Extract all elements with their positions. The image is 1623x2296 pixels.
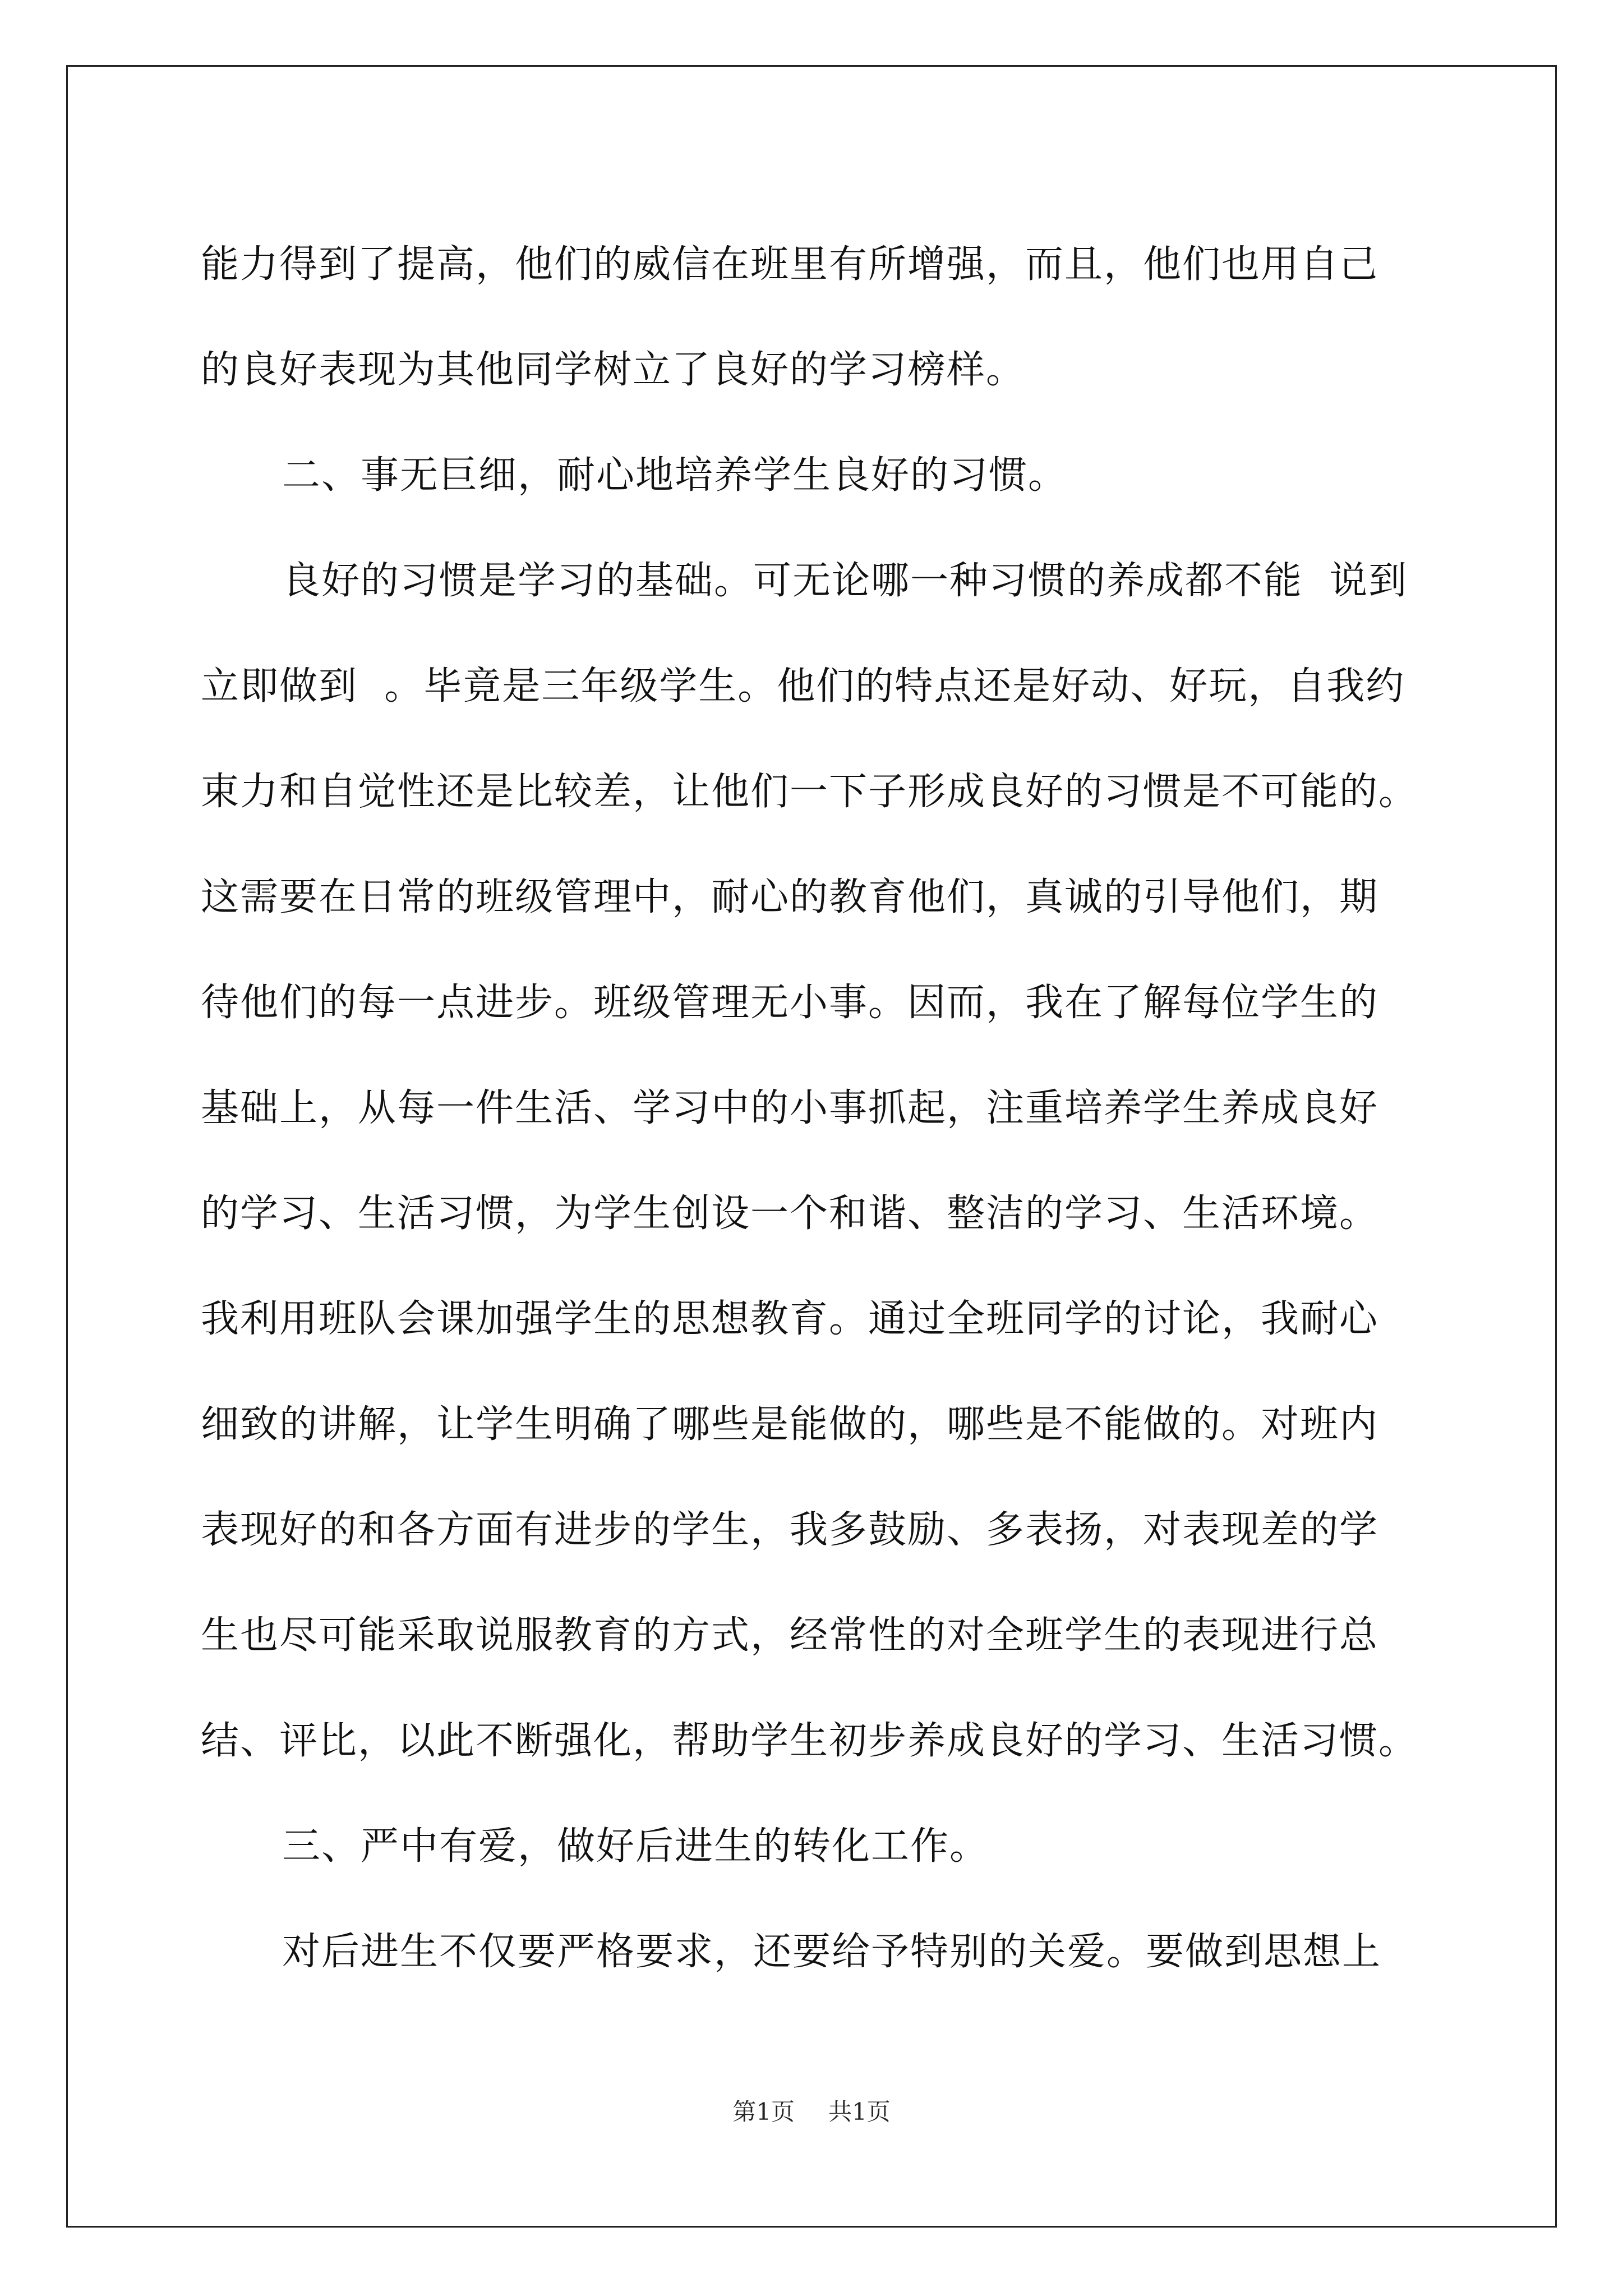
paragraph-start: 良好的习惯是学习的基础。可无论哪一种习惯的养成都不能 说到 [282,559,1408,603]
text-line: 表现好的和各方面有进步的学生，我多鼓励、多表扬，对表现差的学 [201,1508,1379,1552]
page-number-total: 共1页 [828,2098,891,2125]
text-line: 能力得到了提高，他们的威信在班里有所增强，而且，他们也用自己 [201,242,1379,287]
page-footer [0,2093,1623,2127]
text-line: 立即做到 。毕竟是三年级学生。他们的特点还是好动、好玩，自我约 [201,664,1405,708]
text-line: 束力和自觉性还是比较差，让他们一下子形成良好的习惯是不可能的。 [201,770,1418,814]
text-line: 生也尽可能采取说服教育的方式，经常性的对全班学生的表现进行总 [201,1613,1379,1658]
section-heading: 三、严中有爱，做好后进生的转化工作。 [282,1824,989,1869]
text-line: 的良好表现为其他同学树立了良好的学习榜样。 [201,348,1026,392]
text-line: 这需要在日常的班级管理中，耐心的教育他们，真诚的引导他们，期 [201,875,1379,919]
page-number-current: 第1页 [732,2098,795,2125]
text-line: 基础上，从每一件生活、学习中的小事抓起，注重培养学生养成良好 [201,1086,1379,1130]
text-line: 结、评比，以此不断强化，帮助学生初步养成良好的学习、生活习惯。 [201,1719,1418,1763]
text-line: 细致的讲解，让学生明确了哪些是能做的，哪些是不能做的。对班内 [201,1402,1379,1447]
text-line: 的学习、生活习惯，为学生创设一个和谐、整洁的学习、生活环境。 [201,1191,1379,1236]
text-line: 我利用班队会课加强学生的思想教育。通过全班同学的讨论，我耐心 [201,1297,1379,1341]
document-body [201,212,1435,2005]
text-line: 待他们的每一点进步。班级管理无小事。因而，我在了解每位学生的 [201,981,1379,1025]
paragraph-start: 对后进生不仅要严格要求，还要给予特别的关爱。要做到思想上 [282,1930,1382,1974]
section-heading: 二、事无巨细，耐心地培养学生良好的习惯。 [282,453,1068,498]
